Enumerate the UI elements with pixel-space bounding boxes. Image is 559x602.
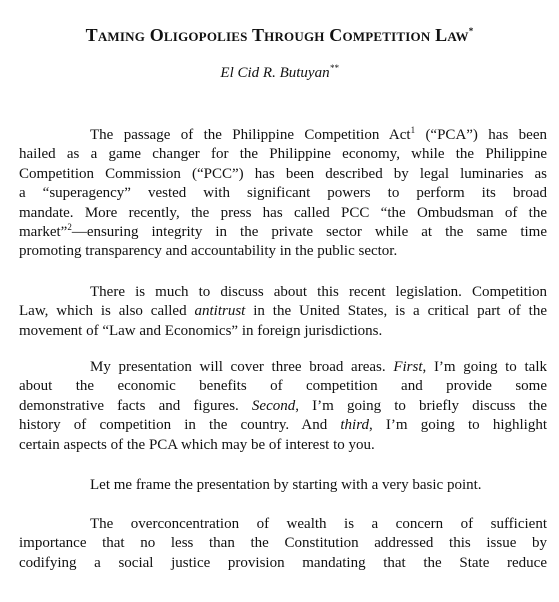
emphasis-text: First	[393, 359, 423, 375]
text-segment: mandate. More recently, the press has called PCC “the Ombudsman of the	[19, 204, 547, 221]
text-line	[19, 302, 547, 321]
text-line	[19, 554, 547, 573]
text-line	[19, 126, 547, 145]
footnote-ref: 2	[67, 221, 72, 232]
text-segment: My presentation will cover three broad areas.	[90, 359, 394, 375]
text-segment: Let me frame the presentation by starting with a very basic point.	[90, 477, 482, 493]
text-line	[19, 165, 547, 184]
text-segment: , I’m going to talk	[422, 359, 547, 375]
text-line	[19, 242, 547, 261]
text-line	[19, 322, 547, 341]
body-paragraph	[19, 126, 547, 262]
text-segment: , I’m going to highlight	[369, 417, 547, 434]
text-segment: , I’m going to briefly discuss the	[295, 397, 547, 414]
text-segment: in the United States, is a critical part of the	[245, 303, 548, 320]
text-line	[19, 397, 547, 416]
text-segment: promoting transparency and accountability in the public sector.	[19, 243, 398, 260]
text-line	[19, 223, 547, 242]
footnote-ref: 1	[410, 125, 416, 135]
emphasis-text: third	[340, 417, 370, 434]
text-segment: Competition Commission (“PCC”) has been described by legal luminaries as	[19, 165, 547, 182]
text-line	[19, 377, 547, 396]
text-segment: importance that no less than the Constitution addressed this issue by	[19, 535, 547, 552]
author-footnote-mark: **	[329, 63, 339, 73]
emphasis-text: Second	[251, 397, 296, 414]
text-segment: movement of “Law and Economics” in foreign jurisdictions.	[19, 322, 383, 339]
text-line	[19, 416, 547, 435]
document-title-text: Taming Oligopolies Through Competition Law	[85, 25, 469, 45]
text-segment: about the economic benefits of competition and provide some	[19, 378, 547, 395]
emphasis-text: antitrust	[194, 303, 246, 320]
text-line	[19, 534, 547, 553]
text-segment: market”	[19, 223, 68, 240]
text-line	[19, 184, 547, 203]
text-segment: There is much to discuss about this recent legislation. Competition	[90, 284, 547, 300]
text-line	[19, 476, 547, 495]
body-paragraph	[19, 476, 547, 495]
title-footnote-mark: *	[468, 26, 474, 36]
text-line	[19, 436, 547, 455]
text-segment: a “superagency” vested with significant powers to perform its broad	[19, 185, 547, 202]
text-segment: hailed as a game changer for the Philippine economy, while the Philippine	[19, 146, 547, 163]
text-segment: codifying a social justice provision mandating that the State reduce	[19, 554, 547, 571]
body-paragraph	[19, 283, 547, 341]
author-line	[0, 63, 559, 83]
text-segment: —ensuring integrity in the private sector while at the same time	[71, 223, 547, 240]
text-line	[19, 358, 547, 377]
text-segment: Law, which is also called	[19, 303, 195, 320]
body-paragraph	[19, 515, 547, 573]
text-line	[19, 204, 547, 223]
document-title	[0, 24, 559, 46]
body-paragraph	[19, 358, 547, 455]
text-segment: history of competition in the country. And	[19, 417, 341, 434]
author-name: El Cid R. Butuyan	[220, 65, 330, 81]
text-line	[19, 283, 547, 302]
text-segment: The overconcentration of wealth is a concern of sufficient	[90, 516, 547, 532]
text-segment: demonstrative facts and figures.	[19, 397, 252, 414]
text-segment: (“PCA”) has been	[415, 127, 547, 143]
text-line	[19, 515, 547, 534]
text-segment: The passage of the Philippine Competition Act	[90, 127, 411, 143]
text-line	[19, 145, 547, 164]
text-segment: certain aspects of the PCA which may be of interest to you.	[19, 436, 375, 453]
